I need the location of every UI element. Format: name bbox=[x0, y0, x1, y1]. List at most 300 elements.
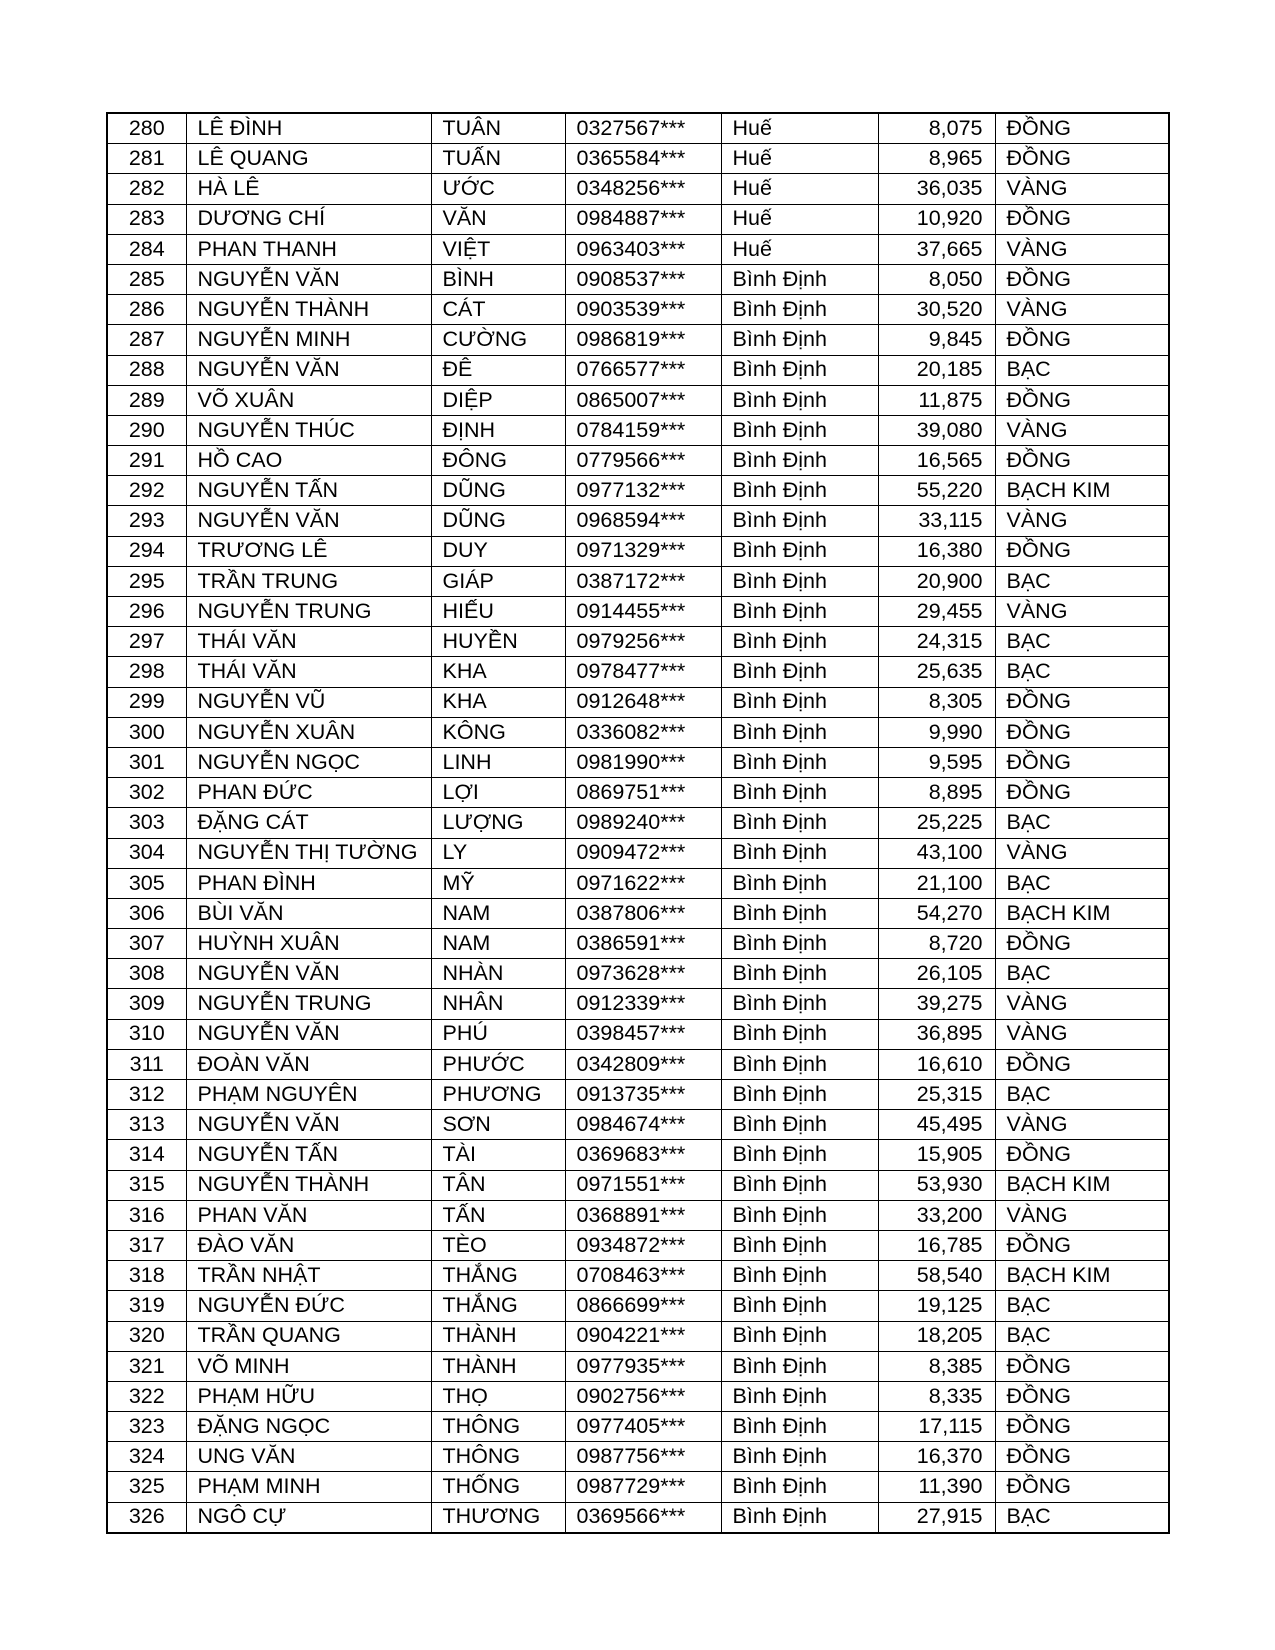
row-number-cell: 323 bbox=[107, 1412, 186, 1442]
table-row bbox=[107, 1291, 1169, 1321]
given-name-cell: MỸ bbox=[431, 868, 565, 898]
table-row bbox=[107, 898, 1169, 928]
rank-cell: VÀNG bbox=[995, 506, 1169, 536]
province-cell: Bình Định bbox=[721, 929, 878, 959]
rank-cell: BẠCH KIM bbox=[995, 1261, 1169, 1291]
rank-cell: VÀNG bbox=[995, 295, 1169, 325]
points-cell: 25,225 bbox=[878, 808, 995, 838]
row-number-cell: 287 bbox=[107, 325, 186, 355]
surname-cell: NGUYỄN THỊ TƯỜNG bbox=[186, 838, 431, 868]
points-cell: 39,080 bbox=[878, 415, 995, 445]
surname-cell: TRẦN NHẬT bbox=[186, 1261, 431, 1291]
row-number-cell: 321 bbox=[107, 1351, 186, 1381]
row-number-cell: 310 bbox=[107, 1019, 186, 1049]
points-cell: 18,205 bbox=[878, 1321, 995, 1351]
table-row bbox=[107, 778, 1169, 808]
province-cell: Bình Định bbox=[721, 627, 878, 657]
given-name-cell: ĐÔNG bbox=[431, 446, 565, 476]
province-cell: Bình Định bbox=[721, 1080, 878, 1110]
rank-cell: BẠC bbox=[995, 868, 1169, 898]
surname-cell: NGUYỄN MINH bbox=[186, 325, 431, 355]
row-number-cell: 302 bbox=[107, 778, 186, 808]
phone-cell: 0971329*** bbox=[565, 536, 721, 566]
surname-cell: NGUYỄN TRUNG bbox=[186, 597, 431, 627]
given-name-cell: TUẤN bbox=[431, 144, 565, 174]
points-cell: 30,520 bbox=[878, 295, 995, 325]
surname-cell: UNG VĂN bbox=[186, 1442, 431, 1472]
table-row bbox=[107, 1170, 1169, 1200]
row-number-cell: 298 bbox=[107, 657, 186, 687]
table-row bbox=[107, 1442, 1169, 1472]
surname-cell: NGUYỄN THÀNH bbox=[186, 1170, 431, 1200]
points-cell: 16,565 bbox=[878, 446, 995, 476]
given-name-cell: DUY bbox=[431, 536, 565, 566]
phone-cell: 0903539*** bbox=[565, 295, 721, 325]
row-number-cell: 308 bbox=[107, 959, 186, 989]
phone-cell: 0977405*** bbox=[565, 1412, 721, 1442]
province-cell: Bình Định bbox=[721, 295, 878, 325]
given-name-cell: ĐÊ bbox=[431, 355, 565, 385]
phone-cell: 0387172*** bbox=[565, 566, 721, 596]
phone-cell: 0908537*** bbox=[565, 264, 721, 294]
points-cell: 37,665 bbox=[878, 234, 995, 264]
surname-cell: PHẠM MINH bbox=[186, 1472, 431, 1502]
points-cell: 8,075 bbox=[878, 113, 995, 144]
given-name-cell: TÈO bbox=[431, 1230, 565, 1260]
points-cell: 27,915 bbox=[878, 1502, 995, 1533]
province-cell: Bình Định bbox=[721, 1049, 878, 1079]
points-cell: 9,595 bbox=[878, 747, 995, 777]
given-name-cell: THƯƠNG bbox=[431, 1502, 565, 1533]
province-cell: Bình Định bbox=[721, 1502, 878, 1533]
points-cell: 16,610 bbox=[878, 1049, 995, 1079]
row-number-cell: 280 bbox=[107, 113, 186, 144]
table-row bbox=[107, 1321, 1169, 1351]
phone-cell: 0902756*** bbox=[565, 1381, 721, 1411]
table-row bbox=[107, 838, 1169, 868]
phone-cell: 0977935*** bbox=[565, 1351, 721, 1381]
surname-cell: NGUYỄN XUÂN bbox=[186, 717, 431, 747]
row-number-cell: 314 bbox=[107, 1140, 186, 1170]
table-row bbox=[107, 295, 1169, 325]
rank-cell: ĐỒNG bbox=[995, 1230, 1169, 1260]
table-row bbox=[107, 1110, 1169, 1140]
points-cell: 8,965 bbox=[878, 144, 995, 174]
given-name-cell: NHÂN bbox=[431, 989, 565, 1019]
table-row bbox=[107, 717, 1169, 747]
row-number-cell: 281 bbox=[107, 144, 186, 174]
phone-cell: 0984887*** bbox=[565, 204, 721, 234]
rank-cell: ĐỒNG bbox=[995, 747, 1169, 777]
surname-cell: VÕ MINH bbox=[186, 1351, 431, 1381]
rank-cell: VÀNG bbox=[995, 1019, 1169, 1049]
given-name-cell: KÔNG bbox=[431, 717, 565, 747]
rank-cell: VÀNG bbox=[995, 234, 1169, 264]
row-number-cell: 283 bbox=[107, 204, 186, 234]
given-name-cell: THẮNG bbox=[431, 1291, 565, 1321]
table-row bbox=[107, 1381, 1169, 1411]
surname-cell: NGUYỄN TẤN bbox=[186, 476, 431, 506]
row-number-cell: 285 bbox=[107, 264, 186, 294]
row-number-cell: 306 bbox=[107, 898, 186, 928]
points-cell: 11,390 bbox=[878, 1472, 995, 1502]
rank-cell: BẠC bbox=[995, 627, 1169, 657]
province-cell: Bình Định bbox=[721, 959, 878, 989]
province-cell: Bình Định bbox=[721, 506, 878, 536]
points-cell: 36,035 bbox=[878, 174, 995, 204]
surname-cell: ĐẶNG CÁT bbox=[186, 808, 431, 838]
points-cell: 43,100 bbox=[878, 838, 995, 868]
rank-cell: VÀNG bbox=[995, 174, 1169, 204]
rank-cell: ĐỒNG bbox=[995, 204, 1169, 234]
rank-cell: VÀNG bbox=[995, 415, 1169, 445]
points-cell: 8,895 bbox=[878, 778, 995, 808]
given-name-cell: CƯỜNG bbox=[431, 325, 565, 355]
phone-cell: 0386591*** bbox=[565, 929, 721, 959]
row-number-cell: 312 bbox=[107, 1080, 186, 1110]
points-cell: 9,845 bbox=[878, 325, 995, 355]
points-cell: 55,220 bbox=[878, 476, 995, 506]
row-number-cell: 289 bbox=[107, 385, 186, 415]
surname-cell: TRẦN TRUNG bbox=[186, 566, 431, 596]
phone-cell: 0365584*** bbox=[565, 144, 721, 174]
phone-cell: 0387806*** bbox=[565, 898, 721, 928]
surname-cell: THÁI VĂN bbox=[186, 627, 431, 657]
table-row bbox=[107, 325, 1169, 355]
row-number-cell: 322 bbox=[107, 1381, 186, 1411]
rank-cell: BẠC bbox=[995, 566, 1169, 596]
points-cell: 16,370 bbox=[878, 1442, 995, 1472]
province-cell: Bình Định bbox=[721, 1230, 878, 1260]
table-row bbox=[107, 1261, 1169, 1291]
rank-cell: BẠCH KIM bbox=[995, 1170, 1169, 1200]
row-number-cell: 288 bbox=[107, 355, 186, 385]
given-name-cell: PHƯƠNG bbox=[431, 1080, 565, 1110]
given-name-cell: SƠN bbox=[431, 1110, 565, 1140]
row-number-cell: 326 bbox=[107, 1502, 186, 1533]
surname-cell: NGUYỄN VĂN bbox=[186, 1110, 431, 1140]
table-row bbox=[107, 506, 1169, 536]
province-cell: Bình Định bbox=[721, 989, 878, 1019]
given-name-cell: NAM bbox=[431, 898, 565, 928]
phone-cell: 0348256*** bbox=[565, 174, 721, 204]
surname-cell: TRƯƠNG LÊ bbox=[186, 536, 431, 566]
surname-cell: PHAN VĂN bbox=[186, 1200, 431, 1230]
phone-cell: 0986819*** bbox=[565, 325, 721, 355]
given-name-cell: TÀI bbox=[431, 1140, 565, 1170]
given-name-cell: TUÂN bbox=[431, 113, 565, 144]
surname-cell: NGUYỄN ĐỨC bbox=[186, 1291, 431, 1321]
province-cell: Bình Định bbox=[721, 415, 878, 445]
rank-cell: BẠC bbox=[995, 1291, 1169, 1321]
row-number-cell: 325 bbox=[107, 1472, 186, 1502]
points-cell: 58,540 bbox=[878, 1261, 995, 1291]
table-row bbox=[107, 415, 1169, 445]
surname-cell: NGUYỄN THÚC bbox=[186, 415, 431, 445]
phone-cell: 0987756*** bbox=[565, 1442, 721, 1472]
points-cell: 20,900 bbox=[878, 566, 995, 596]
points-cell: 20,185 bbox=[878, 355, 995, 385]
row-number-cell: 305 bbox=[107, 868, 186, 898]
given-name-cell: ĐỊNH bbox=[431, 415, 565, 445]
table-row bbox=[107, 657, 1169, 687]
province-cell: Bình Định bbox=[721, 597, 878, 627]
table-row bbox=[107, 1351, 1169, 1381]
surname-cell: LÊ ĐÌNH bbox=[186, 113, 431, 144]
phone-cell: 0342809*** bbox=[565, 1049, 721, 1079]
phone-cell: 0865007*** bbox=[565, 385, 721, 415]
row-number-cell: 301 bbox=[107, 747, 186, 777]
given-name-cell: VĂN bbox=[431, 204, 565, 234]
province-cell: Bình Định bbox=[721, 1412, 878, 1442]
rank-cell: ĐỒNG bbox=[995, 1442, 1169, 1472]
row-number-cell: 304 bbox=[107, 838, 186, 868]
points-cell: 25,635 bbox=[878, 657, 995, 687]
surname-cell: NGUYỄN NGỌC bbox=[186, 747, 431, 777]
points-cell: 53,930 bbox=[878, 1170, 995, 1200]
rank-cell: ĐỒNG bbox=[995, 1472, 1169, 1502]
rank-cell: ĐỒNG bbox=[995, 929, 1169, 959]
given-name-cell: LINH bbox=[431, 747, 565, 777]
rank-cell: ĐỒNG bbox=[995, 1381, 1169, 1411]
given-name-cell: THÀNH bbox=[431, 1351, 565, 1381]
table-row bbox=[107, 1230, 1169, 1260]
province-cell: Bình Định bbox=[721, 898, 878, 928]
given-name-cell: DIỆP bbox=[431, 385, 565, 415]
points-cell: 36,895 bbox=[878, 1019, 995, 1049]
given-name-cell: ƯỚC bbox=[431, 174, 565, 204]
table-row bbox=[107, 1472, 1169, 1502]
rank-cell: ĐỒNG bbox=[995, 1140, 1169, 1170]
rank-cell: ĐỒNG bbox=[995, 446, 1169, 476]
row-number-cell: 296 bbox=[107, 597, 186, 627]
phone-cell: 0984674*** bbox=[565, 1110, 721, 1140]
given-name-cell: LƯỢNG bbox=[431, 808, 565, 838]
province-cell: Bình Định bbox=[721, 747, 878, 777]
surname-cell: NGUYỄN THÀNH bbox=[186, 295, 431, 325]
table-row bbox=[107, 1080, 1169, 1110]
table-row bbox=[107, 868, 1169, 898]
given-name-cell: KHA bbox=[431, 657, 565, 687]
rank-cell: BẠC bbox=[995, 808, 1169, 838]
given-name-cell: THÔNG bbox=[431, 1412, 565, 1442]
province-cell: Bình Định bbox=[721, 446, 878, 476]
province-cell: Bình Định bbox=[721, 476, 878, 506]
given-name-cell: THÔNG bbox=[431, 1442, 565, 1472]
surname-cell: NGUYỄN TẤN bbox=[186, 1140, 431, 1170]
surname-cell: PHẠM NGUYÊN bbox=[186, 1080, 431, 1110]
table-row bbox=[107, 808, 1169, 838]
province-cell: Bình Định bbox=[721, 1110, 878, 1140]
rank-cell: VÀNG bbox=[995, 597, 1169, 627]
phone-cell: 0708463*** bbox=[565, 1261, 721, 1291]
surname-cell: PHẠM HỮU bbox=[186, 1381, 431, 1411]
surname-cell: THÁI VĂN bbox=[186, 657, 431, 687]
phone-cell: 0904221*** bbox=[565, 1321, 721, 1351]
row-number-cell: 311 bbox=[107, 1049, 186, 1079]
row-number-cell: 307 bbox=[107, 929, 186, 959]
table-row bbox=[107, 355, 1169, 385]
given-name-cell: THẮNG bbox=[431, 1261, 565, 1291]
table-row bbox=[107, 476, 1169, 506]
given-name-cell: HUYỀN bbox=[431, 627, 565, 657]
rank-cell: ĐỒNG bbox=[995, 113, 1169, 144]
table-row bbox=[107, 1140, 1169, 1170]
surname-cell: BÙI VĂN bbox=[186, 898, 431, 928]
phone-cell: 0934872*** bbox=[565, 1230, 721, 1260]
given-name-cell: GIÁP bbox=[431, 566, 565, 596]
rank-cell: VÀNG bbox=[995, 1200, 1169, 1230]
points-cell: 54,270 bbox=[878, 898, 995, 928]
province-cell: Bình Định bbox=[721, 1381, 878, 1411]
phone-cell: 0369566*** bbox=[565, 1502, 721, 1533]
rank-cell: ĐỒNG bbox=[995, 536, 1169, 566]
points-cell: 33,115 bbox=[878, 506, 995, 536]
surname-cell: NGUYỄN VŨ bbox=[186, 687, 431, 717]
surname-cell: PHAN ĐỨC bbox=[186, 778, 431, 808]
phone-cell: 0963403*** bbox=[565, 234, 721, 264]
row-number-cell: 299 bbox=[107, 687, 186, 717]
province-cell: Bình Định bbox=[721, 1351, 878, 1381]
province-cell: Bình Định bbox=[721, 536, 878, 566]
phone-cell: 0368891*** bbox=[565, 1200, 721, 1230]
province-cell: Bình Định bbox=[721, 385, 878, 415]
given-name-cell: PHÚ bbox=[431, 1019, 565, 1049]
province-cell: Huế bbox=[721, 174, 878, 204]
table-row bbox=[107, 385, 1169, 415]
row-number-cell: 319 bbox=[107, 1291, 186, 1321]
table-row bbox=[107, 597, 1169, 627]
table-row bbox=[107, 446, 1169, 476]
phone-cell: 0978477*** bbox=[565, 657, 721, 687]
phone-cell: 0398457*** bbox=[565, 1019, 721, 1049]
province-cell: Huế bbox=[721, 204, 878, 234]
points-cell: 16,785 bbox=[878, 1230, 995, 1260]
phone-cell: 0979256*** bbox=[565, 627, 721, 657]
rank-cell: ĐỒNG bbox=[995, 687, 1169, 717]
table-row bbox=[107, 566, 1169, 596]
surname-cell: ĐÀO VĂN bbox=[186, 1230, 431, 1260]
province-cell: Bình Định bbox=[721, 1321, 878, 1351]
table-row bbox=[107, 1049, 1169, 1079]
table-row bbox=[107, 234, 1169, 264]
points-cell: 25,315 bbox=[878, 1080, 995, 1110]
points-cell: 10,920 bbox=[878, 204, 995, 234]
phone-cell: 0779566*** bbox=[565, 446, 721, 476]
points-cell: 8,335 bbox=[878, 1381, 995, 1411]
surname-cell: NGUYỄN VĂN bbox=[186, 355, 431, 385]
phone-cell: 0989240*** bbox=[565, 808, 721, 838]
province-cell: Bình Định bbox=[721, 1291, 878, 1321]
row-number-cell: 293 bbox=[107, 506, 186, 536]
rank-cell: ĐỒNG bbox=[995, 778, 1169, 808]
table-row bbox=[107, 264, 1169, 294]
province-cell: Bình Định bbox=[721, 778, 878, 808]
given-name-cell: HIẾU bbox=[431, 597, 565, 627]
province-cell: Bình Định bbox=[721, 325, 878, 355]
province-cell: Bình Định bbox=[721, 355, 878, 385]
rank-cell: ĐỒNG bbox=[995, 1049, 1169, 1079]
phone-cell: 0784159*** bbox=[565, 415, 721, 445]
given-name-cell: DŨNG bbox=[431, 476, 565, 506]
given-name-cell: THỌ bbox=[431, 1381, 565, 1411]
points-cell: 8,050 bbox=[878, 264, 995, 294]
rank-cell: BẠC bbox=[995, 1502, 1169, 1533]
surname-cell: NGUYỄN VĂN bbox=[186, 1019, 431, 1049]
surname-cell: HUỲNH XUÂN bbox=[186, 929, 431, 959]
province-cell: Huế bbox=[721, 234, 878, 264]
table-row bbox=[107, 113, 1169, 144]
row-number-cell: 300 bbox=[107, 717, 186, 747]
rank-cell: BẠC bbox=[995, 355, 1169, 385]
points-cell: 45,495 bbox=[878, 1110, 995, 1140]
table-row bbox=[107, 959, 1169, 989]
surname-cell: PHAN ĐÌNH bbox=[186, 868, 431, 898]
row-number-cell: 315 bbox=[107, 1170, 186, 1200]
row-number-cell: 317 bbox=[107, 1230, 186, 1260]
given-name-cell: THÀNH bbox=[431, 1321, 565, 1351]
table-row bbox=[107, 687, 1169, 717]
given-name-cell: LỢI bbox=[431, 778, 565, 808]
row-number-cell: 290 bbox=[107, 415, 186, 445]
rank-cell: BẠC bbox=[995, 657, 1169, 687]
row-number-cell: 297 bbox=[107, 627, 186, 657]
points-cell: 33,200 bbox=[878, 1200, 995, 1230]
province-cell: Huế bbox=[721, 113, 878, 144]
surname-cell: NGUYỄN VĂN bbox=[186, 506, 431, 536]
points-cell: 15,905 bbox=[878, 1140, 995, 1170]
phone-cell: 0766577*** bbox=[565, 355, 721, 385]
phone-cell: 0981990*** bbox=[565, 747, 721, 777]
given-name-cell: TẤN bbox=[431, 1200, 565, 1230]
table-row bbox=[107, 144, 1169, 174]
rank-cell: BẠC bbox=[995, 959, 1169, 989]
phone-cell: 0912648*** bbox=[565, 687, 721, 717]
province-cell: Bình Định bbox=[721, 1170, 878, 1200]
table-row bbox=[107, 1502, 1169, 1533]
rank-cell: VÀNG bbox=[995, 989, 1169, 1019]
rank-cell: ĐỒNG bbox=[995, 144, 1169, 174]
province-cell: Bình Định bbox=[721, 264, 878, 294]
points-cell: 9,990 bbox=[878, 717, 995, 747]
surname-cell: ĐOÀN VĂN bbox=[186, 1049, 431, 1079]
province-cell: Bình Định bbox=[721, 1200, 878, 1230]
rank-cell: ĐỒNG bbox=[995, 264, 1169, 294]
rank-cell: BẠCH KIM bbox=[995, 476, 1169, 506]
given-name-cell: LY bbox=[431, 838, 565, 868]
province-cell: Bình Định bbox=[721, 838, 878, 868]
phone-cell: 0369683*** bbox=[565, 1140, 721, 1170]
row-number-cell: 292 bbox=[107, 476, 186, 506]
given-name-cell: TÂN bbox=[431, 1170, 565, 1200]
surname-cell: LÊ QUANG bbox=[186, 144, 431, 174]
phone-cell: 0912339*** bbox=[565, 989, 721, 1019]
rank-cell: VÀNG bbox=[995, 1110, 1169, 1140]
points-cell: 8,720 bbox=[878, 929, 995, 959]
table-row bbox=[107, 627, 1169, 657]
table-row bbox=[107, 1412, 1169, 1442]
phone-cell: 0866699*** bbox=[565, 1291, 721, 1321]
phone-cell: 0971551*** bbox=[565, 1170, 721, 1200]
row-number-cell: 309 bbox=[107, 989, 186, 1019]
phone-cell: 0977132*** bbox=[565, 476, 721, 506]
surname-cell: DƯƠNG CHÍ bbox=[186, 204, 431, 234]
surname-cell: VÕ XUÂN bbox=[186, 385, 431, 415]
points-cell: 17,115 bbox=[878, 1412, 995, 1442]
given-name-cell: THỐNG bbox=[431, 1472, 565, 1502]
surname-cell: TRẦN QUANG bbox=[186, 1321, 431, 1351]
given-name-cell: NHÀN bbox=[431, 959, 565, 989]
